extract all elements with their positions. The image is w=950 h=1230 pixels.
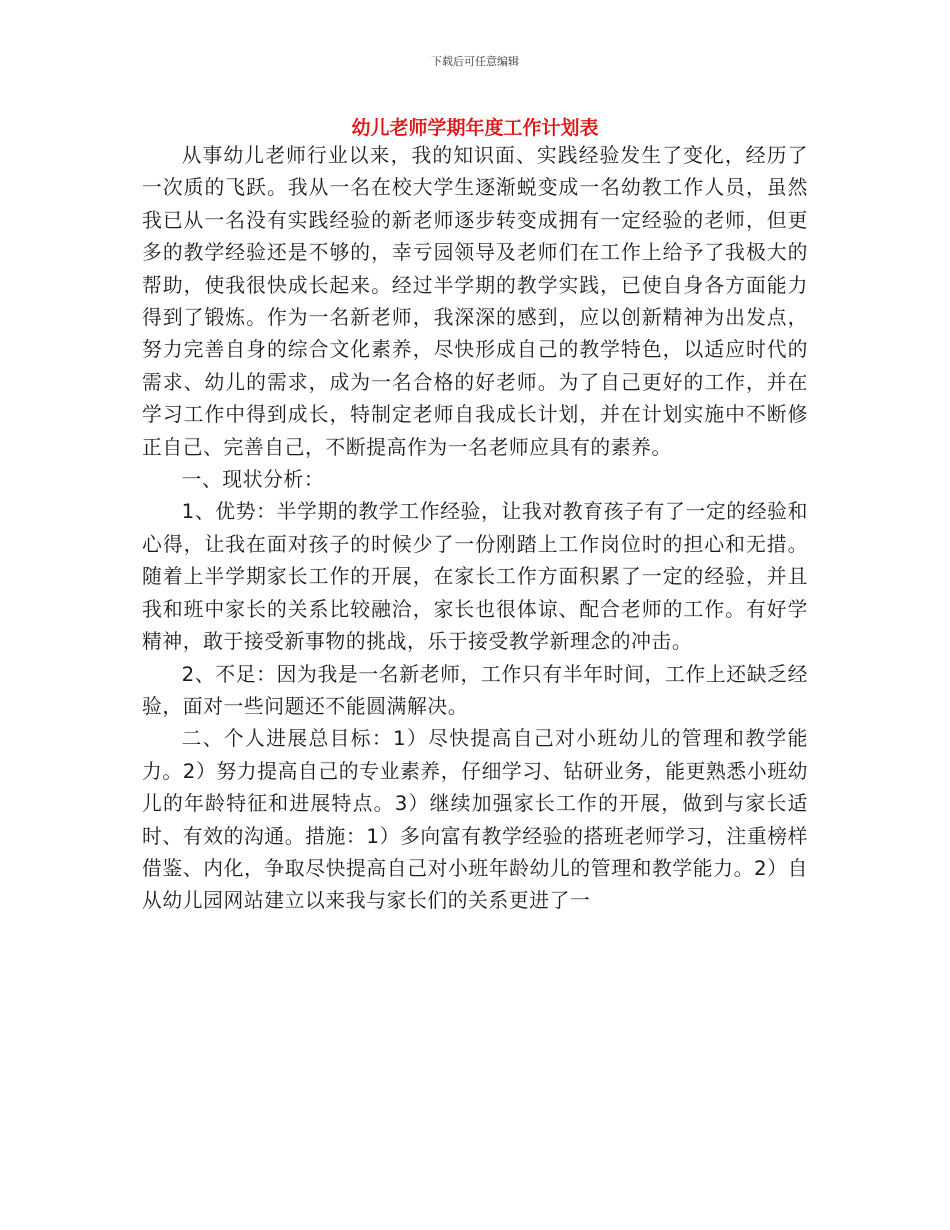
paragraph-weaknesses: 2、不足：因为我是一名新老师，工作只有半年时间，工作上还缺乏经验，面对一些问题还不能圆满解决。	[142, 662, 808, 718]
page-header-note: 下载后可任意编辑	[431, 55, 519, 68]
document-title: 幼儿老师学期年度工作计划表	[351, 117, 599, 139]
heading-status-analysis: 一、现状分析：	[181, 468, 325, 492]
paragraph-goals-measures: 二、个人进展总目标：1）尽快提高自己对小班幼儿的管理和教学能力。2）努力提高自己的专业素养，仔细学习、钻研业务，能更熟悉小班幼儿的年龄特征和进展特点。3）继续加强家长工作的开展，做到与家长适时、有效的沟通。措施：1）多向富有教学经验的搭班老师学习，注重榜样借鉴、内化，争取尽快提高自己对小班年龄幼儿的管理和教学能力。2）自从幼儿园网站建立以来我与家长们的关系更进了一	[142, 727, 808, 913]
paragraph-strengths: 1、优势：半学期的教学工作经验，让我对教育孩子有了一定的经验和心得，让我在面对孩子的时候少了一份刚踏上工作岗位时的担心和无措。随着上半学期家长工作的开展，在家长工作方面积累了一定的经验，并且我和班中家长的关系比较融洽，家长也很体谅、配合老师的工作。有好学精神，敢于接受新事物的挑战，乐于接受教学新理念的冲击。	[142, 500, 808, 654]
document-body	[142, 140, 808, 918]
paragraph-intro: 从事幼儿老师行业以来，我的知识面、实践经验发生了变化，经历了一次质的飞跃。我从一名在校大学生逐渐蜕变成一名幼教工作人员，虽然我已从一名没有实践经验的新老师逐步转变成拥有一定经验的老师，但更多的教学经验还是不够的，幸亏园领导及老师们在工作上给予了我极大的帮助，使我很快成长起来。经过半学期的教学实践，已使自身各方面能力得到了锻炼。作为一名新老师，我深深的感到，应以创新精神为出发点，努力完善自身的综合文化素养，尽快形成自己的教学特色，以适应时代的需求、幼儿的需求，成为一名合格的好老师。为了自己更好的工作，并在学习工作中得到成长，特制定老师自我成长计划，并在计划实施中不断修正自己、完善自己，不断提高作为一名老师应具有的素养。	[142, 144, 808, 459]
